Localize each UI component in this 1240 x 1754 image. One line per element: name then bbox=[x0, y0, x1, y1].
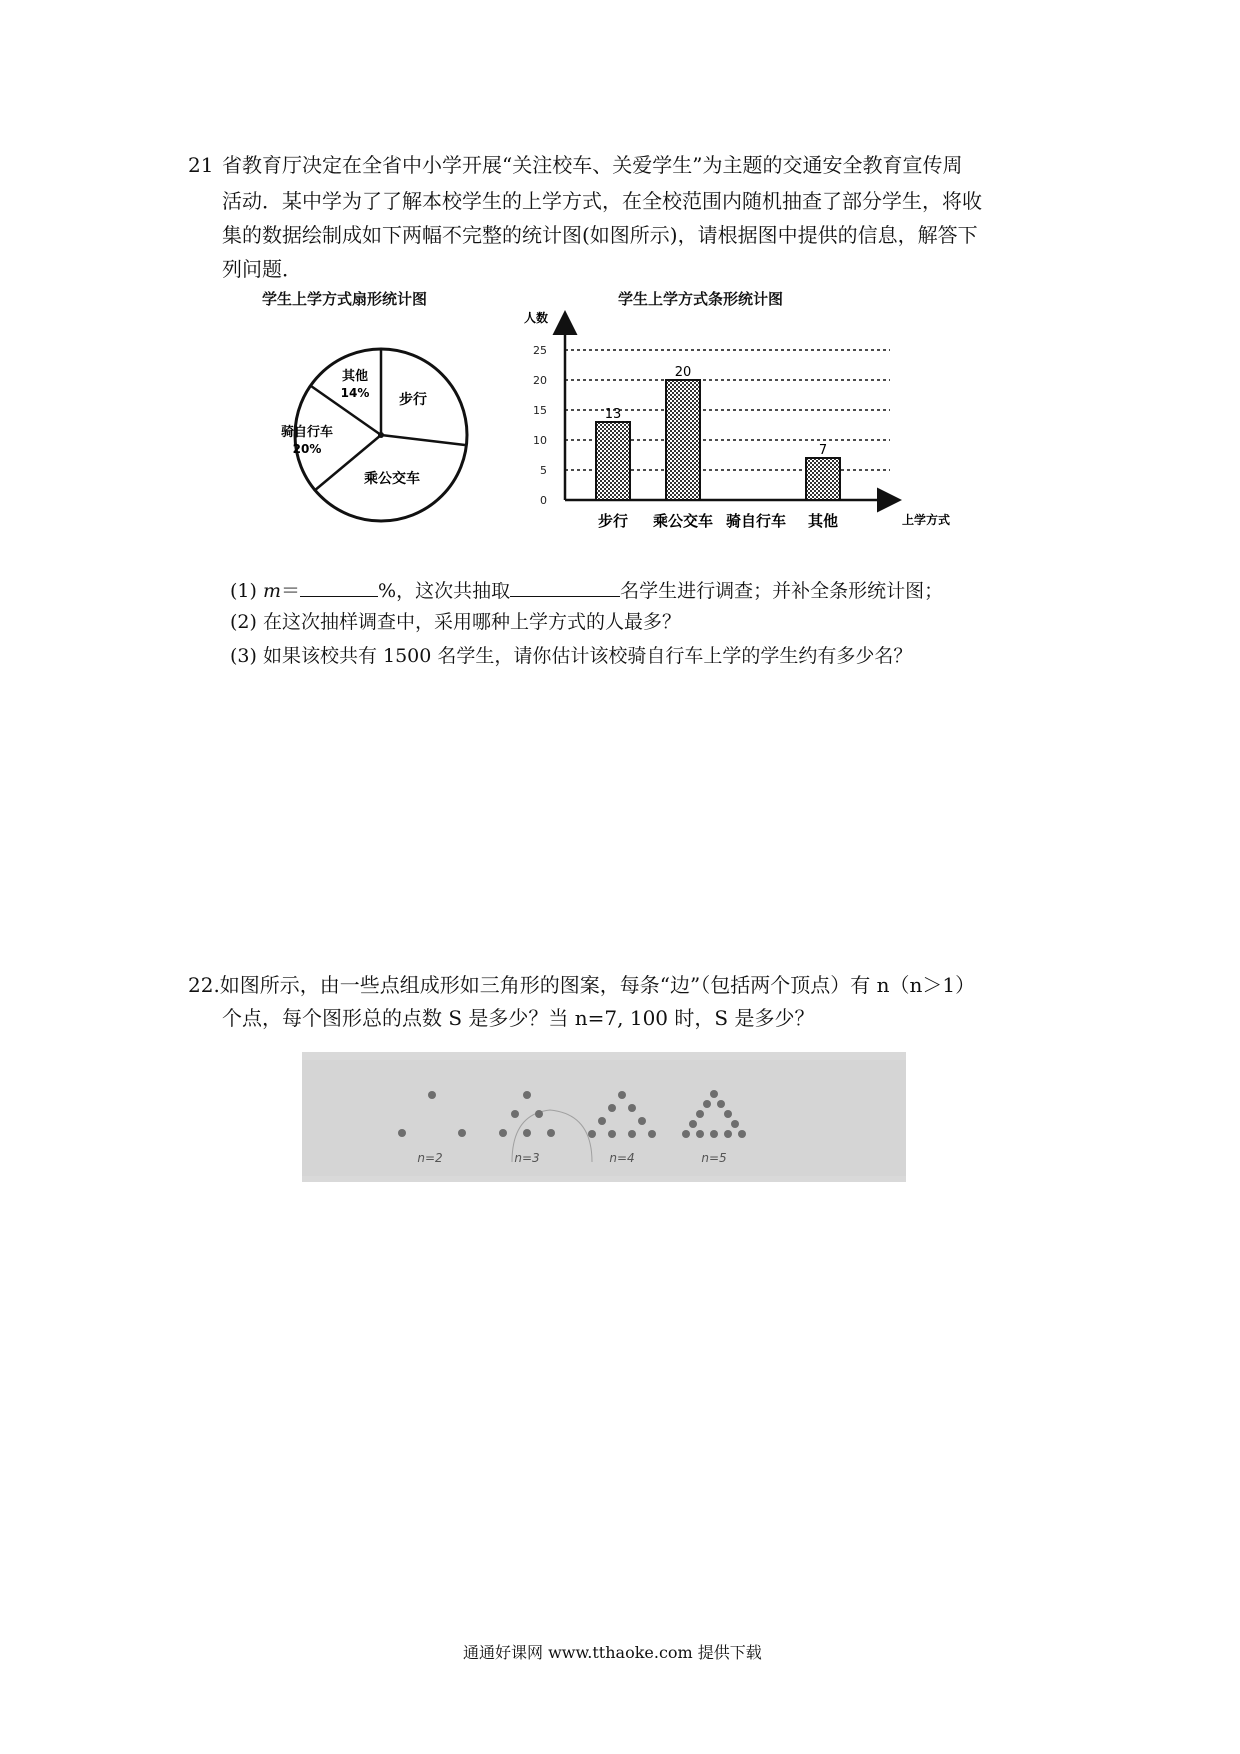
dot bbox=[717, 1100, 725, 1108]
dot bbox=[724, 1110, 732, 1118]
figure-label-n2: n=2 bbox=[417, 1151, 443, 1165]
sub1-eq: ＝ bbox=[281, 580, 301, 602]
pie-slice-percent: 20% bbox=[292, 442, 322, 456]
sub1-end: 名学生进行调查；并补全条形统计图； bbox=[620, 580, 944, 602]
figure-label-n3: n=3 bbox=[514, 1151, 540, 1165]
bar-value-label: 13 bbox=[604, 407, 622, 422]
dot bbox=[608, 1104, 616, 1112]
q21-line-1: 省教育厅决定在全省中小学开展“关注校车、关爱学生”为主题的交通安全教育宣传周 bbox=[222, 153, 963, 177]
dot bbox=[628, 1130, 636, 1138]
answer-blank-total[interactable] bbox=[510, 576, 620, 597]
dot bbox=[738, 1130, 746, 1138]
bar-category-label: 步行 bbox=[597, 512, 629, 530]
dot bbox=[648, 1130, 656, 1138]
bar-category-label: 其他 bbox=[807, 512, 839, 530]
pie-slice-label: 步行 bbox=[399, 392, 427, 408]
bar-y-tick-label: 10 bbox=[533, 434, 547, 447]
dot-triangle-figure bbox=[302, 1052, 906, 1182]
bar-y-tick-label: 5 bbox=[540, 464, 547, 477]
dot bbox=[703, 1100, 711, 1108]
dot bbox=[598, 1117, 606, 1125]
dot bbox=[608, 1130, 616, 1138]
bar-y-tick-label: 20 bbox=[533, 374, 547, 387]
dot bbox=[724, 1130, 732, 1138]
answer-blank-m[interactable] bbox=[300, 576, 378, 597]
bar-ylabel: 人数 bbox=[523, 311, 549, 325]
footer-text: 通通好课网 www.tthaoke.com 提供下载 bbox=[463, 1643, 762, 1662]
dot bbox=[458, 1129, 466, 1137]
dot bbox=[682, 1130, 690, 1138]
pie-slice-percent: 14% bbox=[340, 386, 370, 400]
sub1-mid: %，这次共抽取 bbox=[378, 580, 511, 602]
bar-y-tick-label: 15 bbox=[533, 404, 547, 417]
q21-sub-2: (2) 在这次抽样调查中，采用哪种上学方式的人最多？ bbox=[230, 611, 681, 633]
bar-xlabel: 上学方式 bbox=[902, 513, 950, 527]
q21-number: 21 bbox=[188, 153, 214, 177]
pie-slice-label: 其他 bbox=[341, 369, 369, 384]
bar-category-label: 乘公交车 bbox=[652, 512, 714, 530]
dot bbox=[689, 1120, 697, 1128]
bar-2 bbox=[666, 380, 700, 500]
dot bbox=[535, 1110, 543, 1118]
q22-line-1: 22.如图所示，由一些点组成形如三角形的图案，每条“边”（包括两个顶点）有 n（n＞1） bbox=[188, 973, 976, 997]
q21-line-3: 集的数据绘制成如下两幅不完整的统计图(如图所示)，请根据图中提供的信息，解答下 bbox=[222, 223, 978, 247]
dot bbox=[428, 1091, 436, 1099]
bar-category-label: 骑自行车 bbox=[725, 512, 787, 530]
dot bbox=[628, 1104, 636, 1112]
pie-chart-title: 学生上学方式扇形统计图 bbox=[262, 290, 428, 308]
sub1-prefix: (1) bbox=[230, 580, 257, 602]
dot bbox=[710, 1090, 718, 1098]
q21-line-2: 活动．某中学为了了解本校学生的上学方式，在全校范围内随机抽查了部分学生，将收 bbox=[222, 189, 982, 213]
dot bbox=[547, 1129, 555, 1137]
dot bbox=[638, 1117, 646, 1125]
q22-line-2: 个点，每个图形总的点数 S 是多少？当 n=7, 100 时，S 是多少？ bbox=[222, 1006, 815, 1030]
dot bbox=[696, 1110, 704, 1118]
bar-y-tick-label: 25 bbox=[533, 344, 547, 357]
dot bbox=[710, 1130, 718, 1138]
pie-divider bbox=[381, 435, 465, 445]
bar-value-label: 7 bbox=[818, 443, 828, 458]
pie-center bbox=[378, 432, 384, 438]
figure-label-n4: n=4 bbox=[609, 1151, 635, 1165]
q21-line-4: 列问题． bbox=[222, 257, 302, 281]
dot bbox=[499, 1129, 507, 1137]
q21-sub-1 bbox=[230, 576, 943, 605]
bar-chart-title: 学生上学方式条形统计图 bbox=[618, 290, 784, 308]
dot bbox=[511, 1110, 519, 1118]
dot bbox=[588, 1130, 596, 1138]
pie-chart bbox=[280, 330, 480, 540]
dot bbox=[618, 1091, 626, 1099]
dot bbox=[696, 1130, 704, 1138]
var-m: m bbox=[262, 580, 281, 602]
dot bbox=[398, 1129, 406, 1137]
bar-y-tick-label: 0 bbox=[540, 494, 547, 507]
bar-1 bbox=[596, 422, 630, 500]
dot bbox=[523, 1091, 531, 1099]
pie-slice-label: 骑自行车 bbox=[280, 425, 334, 440]
pie-slice-label: 乘公交车 bbox=[364, 471, 420, 487]
dot bbox=[731, 1120, 739, 1128]
figure-label-n5: n=5 bbox=[701, 1151, 727, 1165]
dot bbox=[523, 1129, 531, 1137]
q21-sub-3: (3) 如果该校共有 1500 名学生，请你估计该校骑自行车上学的学生约有多少名？ bbox=[230, 645, 913, 667]
bar-chart bbox=[520, 300, 950, 540]
bar-value-label: 20 bbox=[674, 365, 692, 380]
bar-4 bbox=[806, 458, 840, 500]
